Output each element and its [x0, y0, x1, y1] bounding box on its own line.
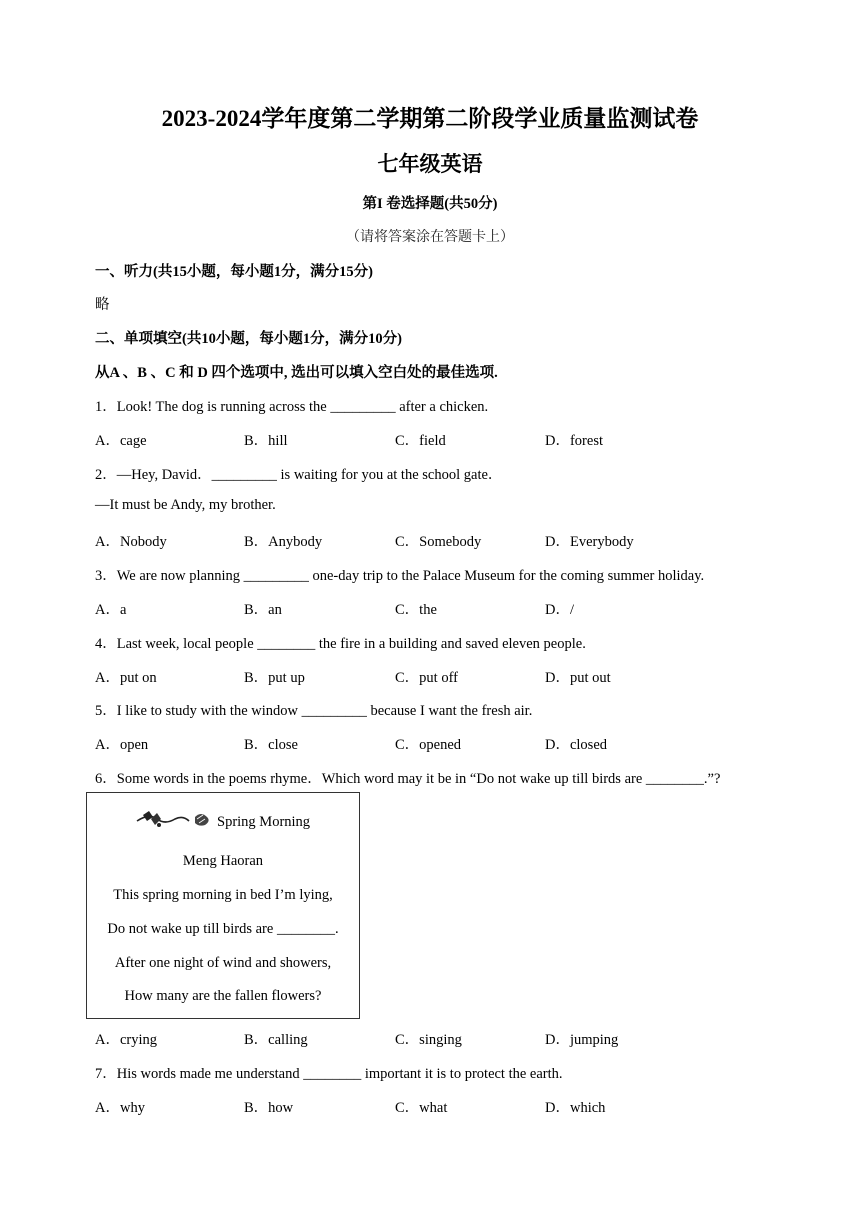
question-5-stem: 5．I like to study with the window _________ because I want the fresh air. [95, 703, 533, 719]
q6-option-d[interactable]: D．jumping [545, 1032, 619, 1048]
q7-option-d[interactable]: D．which [545, 1100, 606, 1116]
poem-line-1: This spring morning in bed I’m lying, [113, 887, 333, 903]
q3-option-d[interactable]: D．/ [545, 602, 574, 618]
q1-option-d[interactable]: D．forest [545, 433, 603, 449]
poem-author: Meng Haoran [182, 853, 264, 869]
q1-option-c[interactable]: C．field [395, 433, 446, 449]
q2-option-a[interactable]: A．Nobody [95, 534, 167, 550]
question-3-stem: 3．We are now planning _________ one-day trip to the Palace Museum for the coming summer holiday. [95, 568, 705, 584]
q5-option-d[interactable]: D．closed [545, 737, 608, 753]
poem-title: Spring Morning [217, 813, 311, 830]
q2-option-c[interactable]: C．Somebody [395, 534, 482, 550]
question-7-stem: 7．His words made me understand ________ important it is to protect the earth. [95, 1066, 563, 1082]
q7-option-b[interactable]: B．how [244, 1100, 294, 1116]
question-2-stem: 2．—Hey, David．_________ is waiting for you at the school gate． [95, 467, 503, 483]
section-grammar-instruction: 从A 、B 、C 和 D 四个选项中, 选出可以填入空白处的最佳选项. [95, 365, 498, 381]
poem-line-4: How many are the fallen flowers? [124, 988, 322, 1004]
q3-option-c[interactable]: C．the [395, 602, 437, 618]
q4-option-a[interactable]: A．put on [95, 670, 157, 686]
q6-option-a[interactable]: A．crying [95, 1032, 158, 1048]
q3-option-b[interactable]: B．an [244, 602, 282, 618]
q7-option-a[interactable]: A．why [95, 1100, 145, 1116]
q2-option-b[interactable]: B．Anybody [244, 534, 323, 550]
question-2-reply: —It must be Andy, my brother. [95, 497, 276, 513]
q6-option-b[interactable]: B．calling [244, 1032, 308, 1048]
question-4-stem: 4．Last week, local people ________ the fire in a building and saved eleven people. [95, 636, 586, 652]
answer-note: （请将答案涂在答题卡上） [346, 230, 514, 245]
q3-option-a[interactable]: A．a [95, 602, 127, 618]
poem-line-2: Do not wake up till birds are ________. [107, 921, 339, 937]
q1-option-b[interactable]: B．hill [244, 433, 288, 449]
section-listening-heading: 一、听力(共15小题，每小题1分，满分15分) [95, 264, 373, 280]
question-6-stem: 6．Some words in the poems rhyme．Which word may it be in “Do not wake up till birds are ________.”? [95, 771, 721, 787]
q4-option-c[interactable]: C．put off [395, 670, 458, 686]
page-subtitle: 七年级英语 [377, 152, 483, 176]
q5-option-a[interactable]: A．open [95, 737, 149, 753]
q5-option-b[interactable]: B．close [244, 737, 298, 753]
section-listening-content: 略 [95, 297, 110, 313]
q6-option-c[interactable]: C．singing [395, 1032, 462, 1048]
q7-option-c[interactable]: C．what [395, 1100, 448, 1116]
q5-option-c[interactable]: C．opened [395, 737, 462, 753]
q4-option-d[interactable]: D．put out [545, 670, 611, 686]
bird-branch-icon [135, 807, 215, 838]
q4-option-b[interactable]: B．put up [244, 670, 305, 686]
question-1-stem: 1．Look! The dog is running across the _________ after a chicken. [95, 399, 489, 415]
q1-option-a[interactable]: A．cage [95, 433, 147, 449]
poem-box [86, 792, 360, 1019]
section-grammar-heading: 二、单项填空(共10小题，每小题1分，满分10分) [95, 331, 402, 347]
part-heading: 第I 卷选择题(共50分) [362, 196, 498, 212]
poem-line-3: After one night of wind and showers, [114, 955, 332, 971]
poem-heading [135, 807, 310, 838]
q2-option-d[interactable]: D．Everybody [545, 534, 634, 550]
page-title: 2023-2024学年度第二学期第二阶段学业质量监测试卷 [161, 106, 699, 131]
